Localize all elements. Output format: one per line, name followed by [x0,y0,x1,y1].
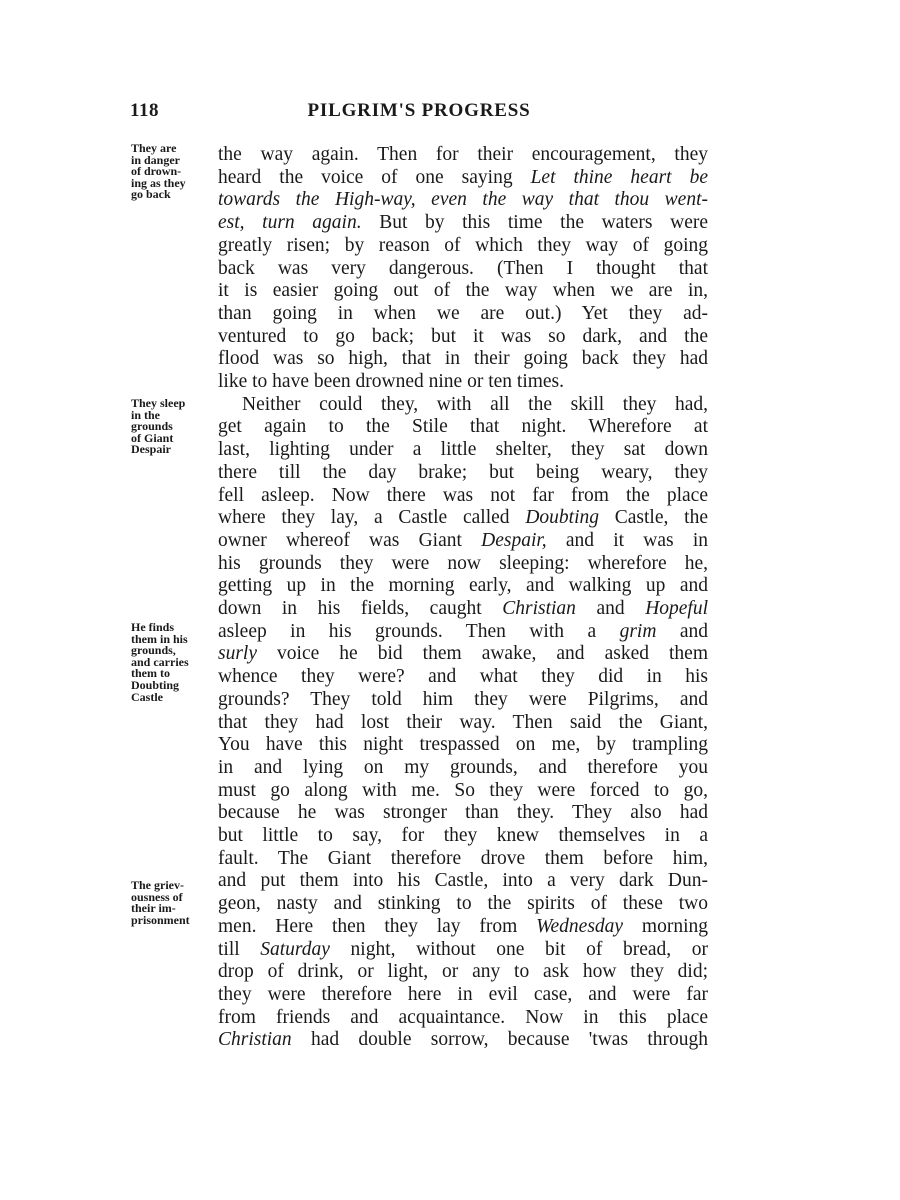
text-line [218,824,708,847]
text-span: that they had lost their way. Then said the Giant, [218,711,708,733]
side-note-line: them to [131,666,170,681]
italic-text: est, turn again. [218,212,362,234]
text-span: the way again. Then for their encouragement, they [218,144,708,165]
text-span: they were therefore here in evil case, and were far [218,983,708,1005]
text-span: getting up in the morning early, and walking up and [218,575,708,597]
text-line [218,234,708,257]
side-note-line: Despair [131,442,171,457]
text-line [218,461,708,484]
italic-text: Christian [218,1029,292,1051]
italic-text: Let thine heart be [530,166,708,188]
side-note-line: in the [131,407,161,422]
text-span: ventured to go back; but it was so dark, and the [218,325,708,347]
text-line [218,892,708,915]
italic-text: towards the High-way, even the way that thou went- [218,189,708,211]
side-note-line: their im- [131,901,176,916]
italic-text: Despair, [481,529,547,551]
italic-text: Christian [502,598,576,619]
side-note-line: go back [131,187,171,202]
side-note-line: grounds [131,419,173,434]
side-note [131,880,221,926]
text-line [218,779,708,802]
text-line [218,529,708,552]
side-note-line: grounds, [131,643,176,658]
side-note-line: Doubting [131,677,180,692]
text-line [218,642,708,665]
running-head: PILGRIM'S PROGRESS [307,100,531,121]
text-span: in and lying on my grounds, and therefore you [218,756,708,778]
text-span: Neither could they, with all the skill they had, [242,393,708,415]
text-span: men. Here then they lay from [218,915,537,937]
text-span: You have this night trespassed on me, by trampling [218,734,708,756]
text-span: his grounds they were now sleeping: wherefore he, [218,552,708,574]
text-line [218,347,708,370]
text-span: down in his fields, caught [218,598,503,619]
text-span: back was very dangerous. (Then I thought that [218,257,708,279]
side-note-line: prisonment [131,912,190,927]
text-line [218,574,708,597]
text-span: last, lighting under a little shelter, they sat down [218,439,708,461]
text-span: voice he bid them awake, and asked them [257,643,708,665]
text-span: heard the voice of one saying [218,166,531,188]
text-span: must go along with me. So they were forced to go, [218,779,708,801]
page-number: 118 [130,100,159,121]
text-span: get again to the Stile that night. Wherefore at [218,416,708,438]
text-line [218,1028,708,1051]
text-span: night, without one bit of bread, or [329,938,709,960]
side-note-line: The griev- [131,878,184,892]
text-span: it is easier going out of the way when we are in, [218,280,708,302]
text-span: and [575,598,646,619]
italic-text: Saturday [260,938,330,960]
italic-text: Hopeful [645,598,709,619]
text-span: flood was so high, that in their going back they had [218,348,708,370]
text-span: morning [623,915,708,937]
text-line [242,393,708,416]
text-span: and [656,620,709,642]
text-span: and put them into his Castle, into a very dark Dun- [218,870,708,892]
italic-text: surly [218,643,257,665]
side-note-line: them in his [131,631,188,646]
text-line [218,960,708,983]
text-line [218,279,708,302]
text-line [218,711,708,734]
text-span: greatly risen; by reason of which they way of going [218,234,708,256]
side-note-line: They are [131,141,177,155]
text-line [218,370,708,393]
italic-text: Doubting [525,507,599,529]
text-line [218,415,708,438]
side-note [131,143,221,201]
text-line [218,166,708,189]
page-header [130,100,708,126]
text-line [218,620,708,643]
text-span: geon, nasty and stinking to the spirits of these two [218,893,708,915]
text-span: grounds? They told him they were Pilgrims, and [218,688,708,710]
side-note-line: and carries [131,654,189,669]
text-line [218,484,708,507]
side-note-line: ousness of [131,889,183,904]
side-note-line: He finds [131,620,175,634]
side-note [131,398,221,456]
text-line [218,1006,708,1029]
text-line [218,211,708,234]
text-line [218,688,708,711]
text-line [218,847,708,870]
text-line [218,506,708,529]
text-line [218,733,708,756]
text-span: whence they were? and what they did in his [218,666,708,688]
text-line [218,801,708,824]
text-line [218,938,708,961]
side-note-line: in danger [131,152,181,167]
text-span: there till the day brake; but being weary, they [218,461,708,483]
text-line [218,756,708,779]
text-line [218,325,708,348]
text-line [218,869,708,892]
text-line [218,143,708,166]
text-span: Castle, the [598,507,708,529]
text-span: asleep in his grounds. Then with a [218,620,620,642]
text-line [218,665,708,688]
text-line [218,257,708,280]
side-note-line: of Giant [131,430,174,445]
side-note-line: of drown- [131,164,182,179]
italic-text: grim [619,620,657,642]
text-span: than going in when we are out.) Yet they ad- [218,302,708,324]
text-span: and it was in [546,529,709,551]
side-note-line: They sleep [131,396,186,410]
text-line [218,597,708,620]
text-line [218,302,708,325]
text-span: like to have been drowned nine or ten times. [218,371,565,392]
text-line [218,438,708,461]
side-note [131,622,221,703]
text-span: because he was stronger than they. They also had [218,802,708,824]
text-span: had double sorrow, because 'twas through [291,1029,708,1051]
text-span: where they lay, a Castle called [218,507,526,529]
italic-text: Wednesday [536,915,624,937]
text-line [218,983,708,1006]
text-line [218,188,708,211]
text-span: But by this time the waters were [361,212,708,234]
text-span: drop of drink, or light, or any to ask how they did; [218,961,708,983]
side-note-line: ing as they [131,175,186,190]
text-span: fell asleep. Now there was not far from the place [218,484,708,506]
side-note-line: Castle [131,689,163,704]
text-line [218,552,708,575]
text-span: but little to say, for they knew themselves in a [218,825,708,846]
text-span: from friends and acquaintance. Now in this place [218,1006,708,1028]
text-span: fault. The Giant therefore drove them before him, [218,847,708,869]
text-line [218,915,708,938]
text-span: till [218,938,261,960]
text-span: owner whereof was Giant [218,529,482,551]
